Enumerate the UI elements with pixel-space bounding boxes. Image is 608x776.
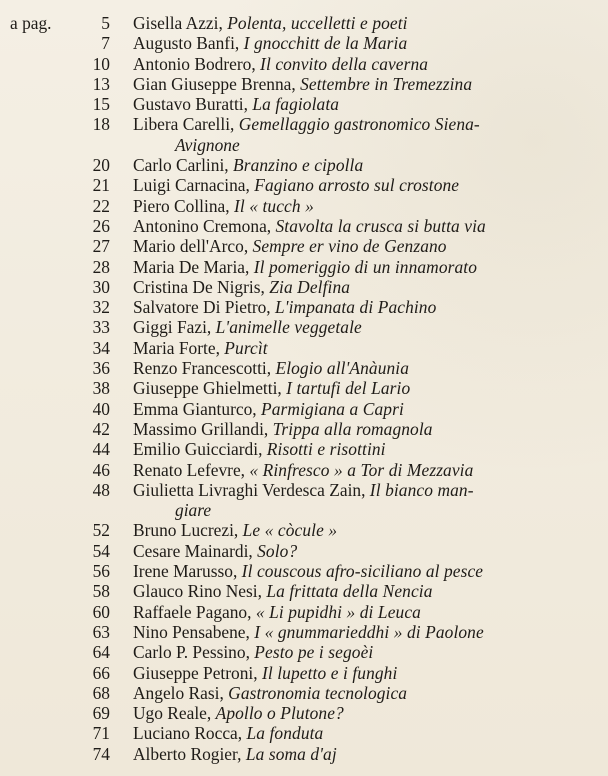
entry-text [133,541,595,561]
title: L'animelle veggetale [215,317,362,338]
author: Libera Carelli, [133,114,235,135]
page-number: 64 [92,642,110,663]
entry-text [133,338,595,358]
entry-text [133,723,595,743]
toc-entry [0,317,608,337]
author: Maria Forte, [133,337,220,358]
title: Il couscous afro-siciliano al pesce [241,561,484,582]
entry-text [133,744,595,764]
title: Parmigiana a Capri [261,398,404,419]
author: Irene Marusso, [133,561,238,582]
title: Branzino e cipolla [233,155,364,176]
title: Le « còcule » [242,520,338,541]
entry-text [133,460,595,480]
author: Renato Lefevre, [133,459,246,480]
toc-entry [0,297,608,317]
title: La fagiolata [252,94,340,115]
author: Luciano Rocca, [133,723,243,744]
toc-entry [0,13,608,33]
entry-text [133,439,595,459]
author: Maria De Maria, [133,256,250,277]
page-number: 7 [101,33,110,54]
title: Polenta, uccelletti e poeti [227,13,408,33]
entry-text [133,33,595,53]
page-prefix: a pag. [10,13,52,33]
author: Bruno Lucrezi, [133,520,239,541]
toc-entry [0,581,608,601]
entry-text [133,602,595,622]
toc-entry [0,74,608,94]
title: « Li pupidhi » di Leuca [255,601,421,622]
title: « Rinfresco » a Tor di Mezzavia [249,459,474,480]
toc-entry [0,277,608,297]
toc-entry [0,399,608,419]
entry-text [133,175,595,195]
entry-text [133,297,595,317]
title: Il pomeriggio di un innamorato [253,256,478,277]
table-of-contents [0,13,608,764]
entry-text [133,378,595,398]
title: I gnocchitt de la Maria [243,33,408,54]
author: Salvatore Di Pietro, [133,297,271,318]
author: Renzo Francescotti, [133,358,272,379]
author: Cristina De Nigris, [133,276,265,297]
toc-entry [0,358,608,378]
page-number: 66 [92,662,110,683]
author: Alberto Rogier, [133,743,242,764]
author: Mario dell'Arco, [133,236,249,257]
entry-text [133,520,595,540]
toc-entry [0,744,608,764]
entry-text [133,419,595,439]
author: Cesare Mainardi, [133,540,253,561]
page-number: 58 [92,581,110,602]
entry-text [133,13,595,33]
entry-text [133,277,595,297]
toc-entry [0,419,608,439]
page-number: 18 [92,114,110,135]
page-number: 30 [92,276,110,297]
author: Massimo Grillandi, [133,418,269,439]
page-number: 44 [92,439,110,460]
page-number: 74 [92,743,110,764]
page-number: 15 [92,94,110,115]
entry-text [133,561,595,581]
title: Zia Delfina [269,276,351,297]
title: Gastronomia tecnologica [228,682,408,703]
author: Raffaele Pagano, [133,601,252,622]
title: Il lupetto e i funghi [261,662,398,683]
page-number: 38 [92,378,110,399]
title: Solo? [257,540,298,561]
toc-entry [0,602,608,622]
page-number: 56 [92,561,110,582]
toc-entry [0,663,608,683]
entry-text [133,622,595,642]
page-number: 40 [92,398,110,419]
title: Sempre er vino de Genzano [252,236,447,257]
page-number: 21 [92,175,110,196]
toc-entry [0,216,608,236]
page-number: 63 [92,621,110,642]
entry-text [133,54,595,74]
entry-text [133,74,595,94]
page-number: 32 [92,297,110,318]
title: Settembre in Tremezzina [300,73,473,94]
title: Trippa alla romagnola [272,418,433,439]
author: Carlo Carlini, [133,155,229,176]
page-number: 22 [92,195,110,216]
page-number: 42 [92,418,110,439]
author: Giuseppe Ghielmetti, [133,378,282,399]
author: Luigi Carnacina, [133,175,250,196]
entry-text [133,581,595,601]
toc-entry [0,175,608,195]
title: La fonduta [246,723,324,744]
entry-text [133,155,595,175]
page-number: 33 [92,317,110,338]
entry-text [133,257,595,277]
title: I « gnummarieddhi » di Paolone [254,621,484,642]
author: Augusto Banfi, [133,33,240,54]
author: Emilio Guicciardi, [133,439,263,460]
toc-entry [0,439,608,459]
title: La frittata della Nencia [266,581,433,602]
entry-text [133,399,595,419]
author: Glauco Rino Nesi, [133,581,262,602]
entry-text [133,216,595,236]
page-number: 60 [92,601,110,622]
title: La soma d'aj [245,743,337,764]
page-number: 34 [92,337,110,358]
title: Purcìt [224,337,268,358]
author: Ugo Reale, [133,703,212,724]
title: Risotti e risottini [266,439,386,460]
page-number: 10 [92,53,110,74]
page-number: 26 [92,215,110,236]
page-number: 27 [92,236,110,257]
title: Elogio all'Anàunia [275,358,410,379]
page-number: 20 [92,155,110,176]
entry-text [133,196,595,216]
entry-text [133,480,595,521]
title: Pesto pe i segoèi [254,642,374,663]
toc-entry [0,94,608,114]
page-number: 48 [92,479,110,500]
author: Carlo P. Pessino, [133,642,250,663]
author: Giulietta Livraghi Verdesca Zain, [133,479,366,500]
entry-text [133,642,595,662]
toc-entry [0,196,608,216]
page-number: 71 [92,723,110,744]
title: Apollo o Plutone? [215,703,344,724]
toc-entry [0,561,608,581]
toc-entry [0,723,608,743]
title: Gemellaggio gastronomico Siena- [238,114,480,135]
toc-entry [0,236,608,256]
title: Stavolta la crusca si butta via [275,215,486,236]
page-number: 69 [92,703,110,724]
entry-text [133,703,595,723]
page-number: 46 [92,459,110,480]
page-number: 36 [92,358,110,379]
toc-entry [0,703,608,723]
entry-text [133,236,595,256]
title: Il convito della caverna [260,53,429,74]
title-continuation: giare [175,500,212,521]
title-continuation: Avignone [175,134,240,155]
author: Giuseppe Petroni, [133,662,258,683]
page-number: 28 [92,256,110,277]
title: Fagiano arrosto sul crostone [254,175,460,196]
author: Antonio Bodrero, [133,53,256,74]
author: Piero Collina, [133,195,230,216]
toc-entry [0,683,608,703]
entry-text [133,683,595,703]
author: Giggi Fazi, [133,317,212,338]
entry-text [133,663,595,683]
toc-entry [0,541,608,561]
entry-text [133,317,595,337]
page-number: 54 [92,540,110,561]
author: Angelo Rasi, [133,682,224,703]
author: Emma Gianturco, [133,398,257,419]
toc-entry [0,257,608,277]
author: Gisella Azzi, [133,13,223,33]
entry-text [133,358,595,378]
toc-entry [0,378,608,398]
author: Antonino Cremona, [133,215,272,236]
title: Il bianco man- [369,479,474,500]
toc-entry [0,54,608,74]
entry-text [133,94,595,114]
author: Gustavo Buratti, [133,94,248,115]
title: L'impanata di Pachino [275,297,437,318]
toc-entry [0,338,608,358]
page-number: 13 [92,73,110,94]
entry-text [133,114,595,155]
title: Il « tucch » [233,195,314,216]
toc-entry [0,460,608,480]
toc-entry [0,155,608,175]
page-number: 68 [92,682,110,703]
page-number: 52 [92,520,110,541]
toc-entry [0,33,608,53]
toc-entry [0,520,608,540]
author: Nino Pensabene, [133,621,250,642]
toc-entry [0,480,608,521]
toc-entry [0,642,608,662]
page-number: 5 [101,13,110,33]
toc-entry [0,114,608,155]
toc-entry [0,622,608,642]
author: Gian Giuseppe Brenna, [133,73,296,94]
title: I tartufi del Lario [286,378,411,399]
